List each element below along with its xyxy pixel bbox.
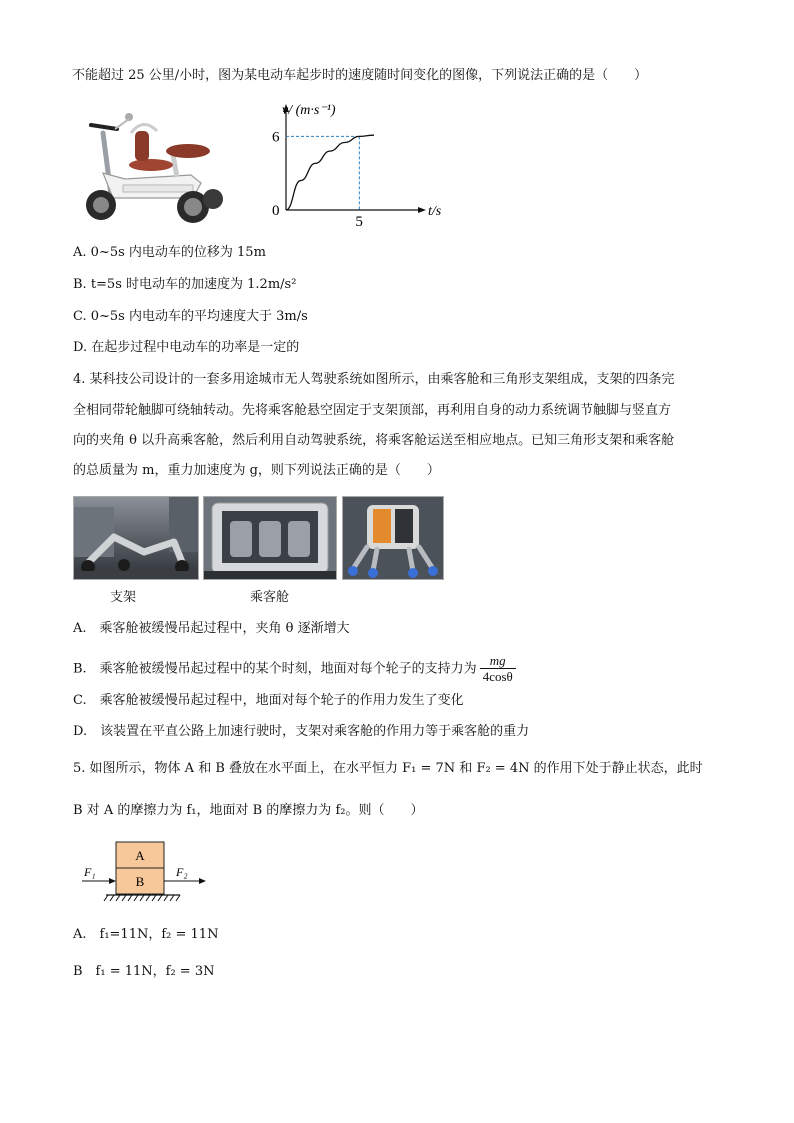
q4-option-b-text: B. 乘客舱被缓慢吊起过程中的某个时刻，地面对每个轮子的支持力为 <box>73 661 477 677</box>
q4-option-b[interactable] <box>73 654 516 684</box>
caption-bracket: 支架 <box>110 590 137 605</box>
x-axis-label: t/s <box>428 204 442 219</box>
q5-stem-line-1: 5. 如图所示，物体 A 和 B 叠放在水平面上，在水平恒力 F₁ = 7N 和 F₂ = 4N 的作用下处于静止状态，此时 <box>73 761 703 776</box>
origin-label: 0 <box>272 203 280 219</box>
vt-chart <box>262 100 442 230</box>
q5-stem-line-2: B 对 A 的摩擦力为 f₁，地面对 B 的摩擦力为 f₂。则（ ） <box>73 803 424 818</box>
f1-label: F₁ <box>84 865 96 879</box>
q3-stem: 不能超过 25 公里/小时，图为某电动车起步时的速度随时间变化的图像，下列说法正确的是（ ） <box>72 68 648 83</box>
y-axis-label: v/ (m·s⁻¹) <box>282 103 336 118</box>
blocks-diagram <box>76 838 216 904</box>
block-a-label: A <box>135 848 145 863</box>
q5-option-a[interactable]: A. f₁=11N，f₂ = 11N <box>73 927 219 942</box>
q3-option-c[interactable]: C. 0~5s 内电动车的平均速度大于 3m/s <box>73 309 308 324</box>
velocity-curve <box>286 135 374 210</box>
x-axis-arrow <box>418 207 426 213</box>
q3-option-d[interactable]: D. 在起步过程中电动车的功率是一定的 <box>73 340 300 355</box>
q4-option-a[interactable]: A. 乘客舱被缓慢吊起过程中，夹角 θ 逐渐增大 <box>73 621 350 636</box>
fraction-numerator: mg <box>480 654 516 669</box>
electric-scooter-image <box>73 103 225 225</box>
q4-stem-line-3: 向的夹角 θ 以升高乘客舱，然后利用自动驾驶系统，将乘客舱运送至相应地点。已知三角形支架和乘客舱 <box>73 433 675 448</box>
q4-stem-line-1: 4. 某科技公司设计的一套多用途城市无人驾驶系统如图所示，由乘客舱和三角形支架组成，支架的四条完 <box>73 372 675 387</box>
x-tick-label: 5 <box>355 214 363 230</box>
y-tick-label: 6 <box>272 129 280 146</box>
velocity-time-graph <box>262 100 442 230</box>
q3-option-a[interactable]: A. 0~5s 内电动车的位移为 15m <box>73 245 266 260</box>
q3-option-b[interactable]: B. t=5s 时电动车的加速度为 1.2m/s² <box>73 277 297 292</box>
cabin-photo <box>203 496 337 580</box>
assembled-vehicle-photo <box>342 496 444 580</box>
fraction-denominator: 4cosθ <box>482 669 513 684</box>
fraction <box>480 654 516 684</box>
q4-stem-line-2: 全相同带轮触脚可绕轴转动。先将乘客舱悬空固定于支架顶部，再利用自身的动力系统调节触脚与竖直方 <box>73 403 672 418</box>
f2-label: F₂ <box>176 865 188 879</box>
q5-option-b[interactable]: B f₁ = 11N，f₂ = 3N <box>73 964 215 979</box>
bracket-photo <box>73 496 199 580</box>
scooter-illustration <box>73 103 225 225</box>
q4-option-d[interactable]: D. 该装置在平直公路上加速行驶时，支架对乘客舱的作用力等于乘客舱的重力 <box>73 724 530 739</box>
q4-stem-line-4: 的总质量为 m，重力加速度为 g，则下列说法正确的是（ ） <box>73 463 440 478</box>
q4-option-c[interactable]: C. 乘客舱被缓慢吊起过程中，地面对每个轮子的作用力发生了变化 <box>73 693 464 708</box>
block-b-label: B <box>135 874 145 889</box>
caption-cabin: 乘客舱 <box>250 590 290 605</box>
